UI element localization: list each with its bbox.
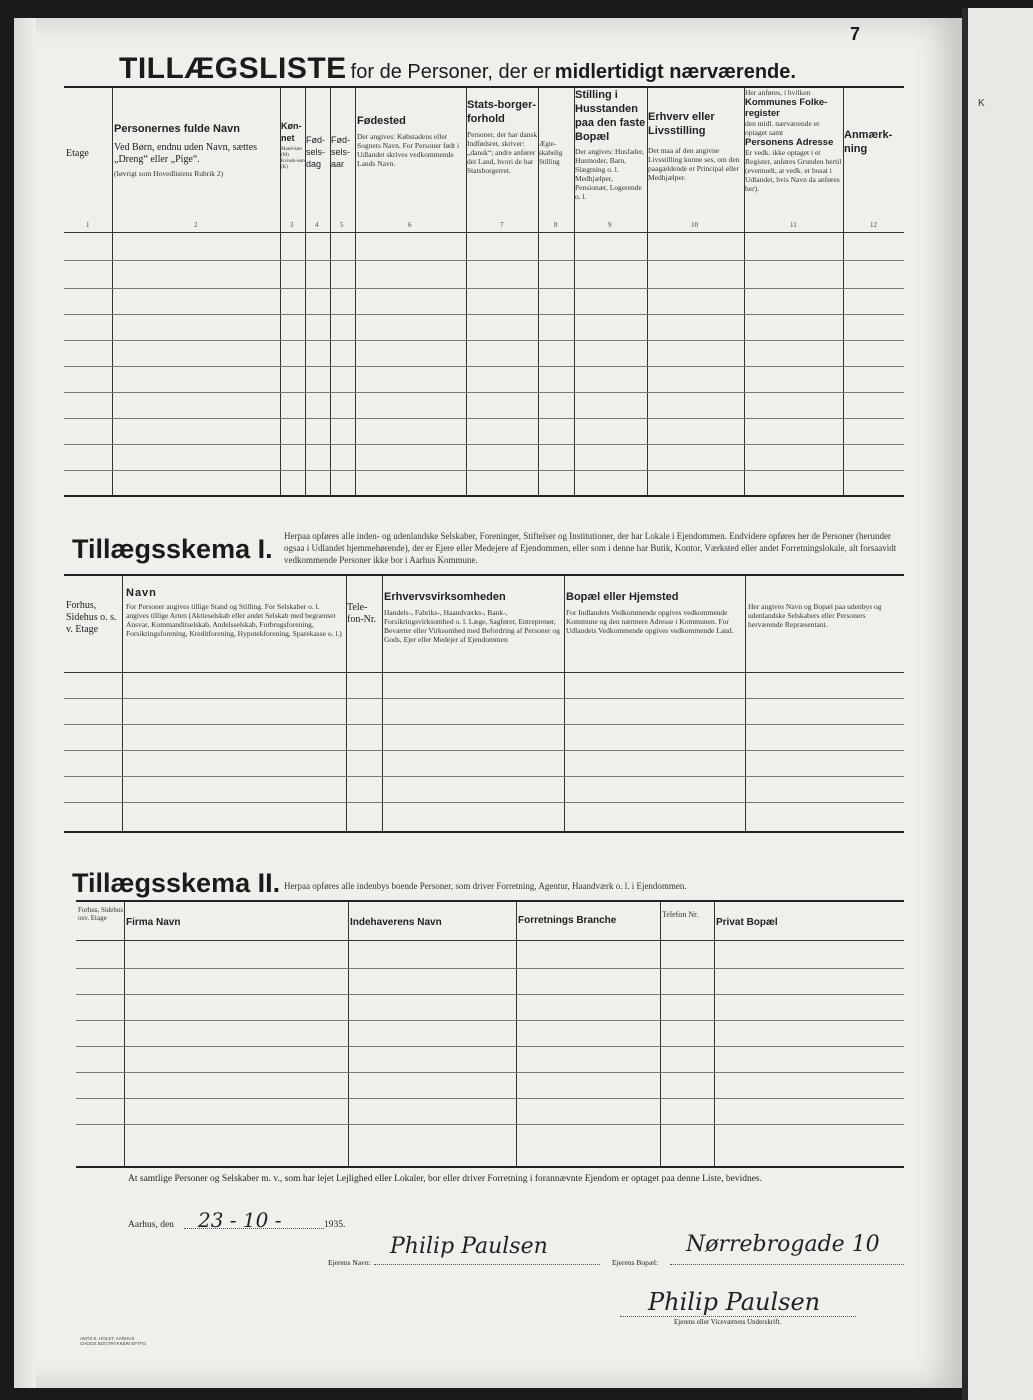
col-navn-desc: Ved Børn, endnu uden Navn, sættes „Dreng“ eller „Pige“. <box>114 142 258 165</box>
date-handwritten: 23 - 10 - <box>198 1208 282 1232</box>
owner-name-line <box>374 1264 600 1265</box>
printer-mark-line: CHOOS BOGTRYKKERI EFTFG <box>80 1341 147 1346</box>
skema2-col-telefon: Telefon Nr. <box>662 910 699 919</box>
skema2-col-etage: Forhus, Sidehus osv. Etage <box>78 906 124 922</box>
skema2-col-indehaver: Indehaverens Navn <box>350 917 442 928</box>
certification-text: At samtlige Personer og Selskaber m. v., som har lejet Lejlighed eller Lokaler, bor eller driver Forretning i forannævnte Ejendom er optaget paa denne Liste, bevidnes. <box>128 1174 762 1184</box>
skema1-col-bopael-desc: For Indlandets Vedkommende opgives vedkommende Kommune og den nærmere Adresse i Kommunen. For Udlandets Vedkommende opgives vedkommende Land. <box>566 608 734 635</box>
skema1-col-etage: Forhus, Sidehus o. s. v. Etage <box>66 600 117 635</box>
place-label: Aarhus, den <box>128 1220 174 1230</box>
col-foedested-title: Fødested <box>357 115 406 127</box>
tillaegsliste-title-rest: for de Personer, der er <box>350 61 551 83</box>
tillaegsliste-title: TILLÆGSLISTE <box>119 52 347 85</box>
page-number: 7 <box>850 24 861 44</box>
owner-name-handwritten: Philip Paulsen <box>390 1234 548 1259</box>
owner-name-label: Ejerens Navn: <box>328 1258 371 1267</box>
skema1-intro: Herpaa opføres alle inden- og udenlandske Selskaber, Foreninger, Stiftelser og Institutioner, der har Lokale i Ejendommen. Endvidere opføres her de Personer (herunder ogsaa i Udlandet hjemmehørende), der er Ejere eller Medejere af Ejendommen, eller som i denne har Butik, Kontor, Værksted eller andet Forretningslokale, alt forsaavidt vedkommende Personer ikke bor i Aarhus Kommune. <box>284 531 897 565</box>
col-stilling-desc: Der angives: Husfader, Husmoder, Barn, Slægtning o. l. Medhjælper, Pensionær, Logerende o. l. <box>575 147 645 201</box>
col-number: 3 <box>290 221 294 229</box>
skema2-col-branche: Forretnings Branche <box>518 915 617 926</box>
col-number: 2 <box>194 221 198 229</box>
col-statsborger-desc: Personer, der har dansk Indfødsret, skriver: „dansk“; andre anfører det Land, hvori de har Statsborgerret. <box>467 130 538 175</box>
col-number: 12 <box>870 221 877 229</box>
col-folkeregister-pre: Her anføres, i hvilken <box>745 88 811 97</box>
skema2-col-privat-bopael: Privat Bopæl <box>716 917 778 928</box>
col-adresse-desc: Er vedk. ikke optaget i et Register, anføres Grunden hertil (eventuelt, at vedk. er bosat i Udlandet, hvis Navn da anføres her). <box>745 148 842 193</box>
col-folkeregister-title: Kommunes Folke-register <box>745 97 828 119</box>
printer-mark <box>80 1336 146 1346</box>
col-aegteskab-title: Ægte-skabelig Stilling <box>539 140 563 166</box>
year: 1935. <box>324 1220 346 1230</box>
signature-line <box>620 1316 856 1317</box>
col-koen-title: Køn-net <box>281 121 302 143</box>
skema2-col-firma: Firma Navn <box>126 917 181 928</box>
adjacent-page <box>962 8 1033 1400</box>
owner-address-line <box>670 1264 904 1265</box>
col-number: 1 <box>86 221 90 229</box>
adjacent-page-letter: K <box>978 98 985 109</box>
printer-mark-line: AMTZ E. HOLST, AARHUS <box>80 1336 135 1341</box>
tillaegsliste-heading <box>119 52 796 86</box>
owner-address-handwritten: Nørrebrogade 10 <box>686 1232 880 1257</box>
rule <box>76 900 904 902</box>
skema1-title: Tillægsskema I. <box>72 534 273 564</box>
col-adresse-title: Personens Adresse <box>745 137 834 148</box>
form-page <box>14 18 962 1388</box>
skema1-col-bopael-title: Bopæl eller Hjemsted <box>566 591 679 603</box>
col-statsborger-title: Stats-borger-forhold <box>467 99 537 125</box>
col-navn-note: (Iøvrigt som Hovedlistens Rubrik 2) <box>114 169 224 178</box>
col-number: 8 <box>554 221 558 229</box>
skema1-col-navn-desc: For Personer angives tillige Stand og Stilling. For Selskaber o. l. angives tillige Arten (Aktieselskab eller andet Selskab med begrænset Ansvar, Kommanditselskab, Andelsselskab, Forbrugsforening, Forsikringsforening, Kreditforening, Hypotekforening, Sparekasse o. l.) <box>126 602 342 638</box>
skema1-col-erhverv-title: Erhvervsvirksomheden <box>384 591 506 603</box>
col-number: 5 <box>340 221 344 229</box>
col-anmaerkning-title: Anmærk-ning <box>844 129 893 155</box>
col-foedested-desc: Der angives: Købstadens eller Sognets Navn. For Personer født i Udlandet skrives vedkommende Lands Navn. <box>357 132 460 168</box>
owner-address-label: Ejerens Bopæl: <box>612 1258 659 1267</box>
signature-handwritten: Philip Paulsen <box>648 1288 821 1316</box>
skema1-col-navn-title: Navn <box>126 587 157 599</box>
col-koen-desc: Mand-køn (M) Kvinde-køn (K) <box>281 147 305 170</box>
skema1-col-erhverv-desc: Handels-, Fabriks-, Haandværks-, Bank-, Forsikringsvirksomhed o. l. Læge, Sagfører, Entreprenør, Beværter eller Virksomhed med Befordring af Personer og Gods, Ejer eller Medejer af Ejendommen <box>384 608 560 644</box>
col-foedselsdag-title: Fød-sels-dag <box>306 135 326 169</box>
col-erhverv-desc: Det maa af den angivne Livsstilling kunne ses, om den paagældende er Principal eller Medhjælper. <box>648 146 740 182</box>
col-foedselsaar-title: Fød-sels-aar <box>331 135 351 169</box>
col-number: 4 <box>315 221 319 229</box>
col-etage-title: Etage <box>66 148 89 159</box>
skema1-col-telefon: Tele-fon-Nr. <box>347 602 377 625</box>
col-number: 11 <box>790 221 797 229</box>
signature-label: Ejerens eller Viceværtens Underskrift. <box>674 1318 782 1326</box>
skema1-col-repraesentant: Her angives Navn og Bopæl paa udenbys og udenlandske Selskabers eller Personers herværende Repræsentant. <box>748 602 882 629</box>
col-number: 6 <box>408 221 412 229</box>
col-number: 7 <box>500 221 504 229</box>
rule <box>64 574 904 576</box>
col-number: 10 <box>691 221 698 229</box>
col-number: 9 <box>608 221 612 229</box>
skema2-title: Tillægsskema II. <box>72 868 281 898</box>
col-erhverv-title: Erhverv eller Livsstilling <box>648 111 715 137</box>
col-folkeregister-desc: den midl. nærværende er optaget samt <box>745 119 820 137</box>
col-stilling-title: Stilling i Husstanden paa den faste Bopæl <box>575 89 646 143</box>
col-navn-title: Personernes fulde Navn <box>114 123 240 135</box>
skema2-intro: Herpaa opføres alle indenbys boende Personer, som driver Forretning, Agentur, Haandværk o. l. i Ejendommen. <box>284 881 687 891</box>
tillaegsliste-title-emph: midlertidigt nærværende. <box>554 61 796 83</box>
